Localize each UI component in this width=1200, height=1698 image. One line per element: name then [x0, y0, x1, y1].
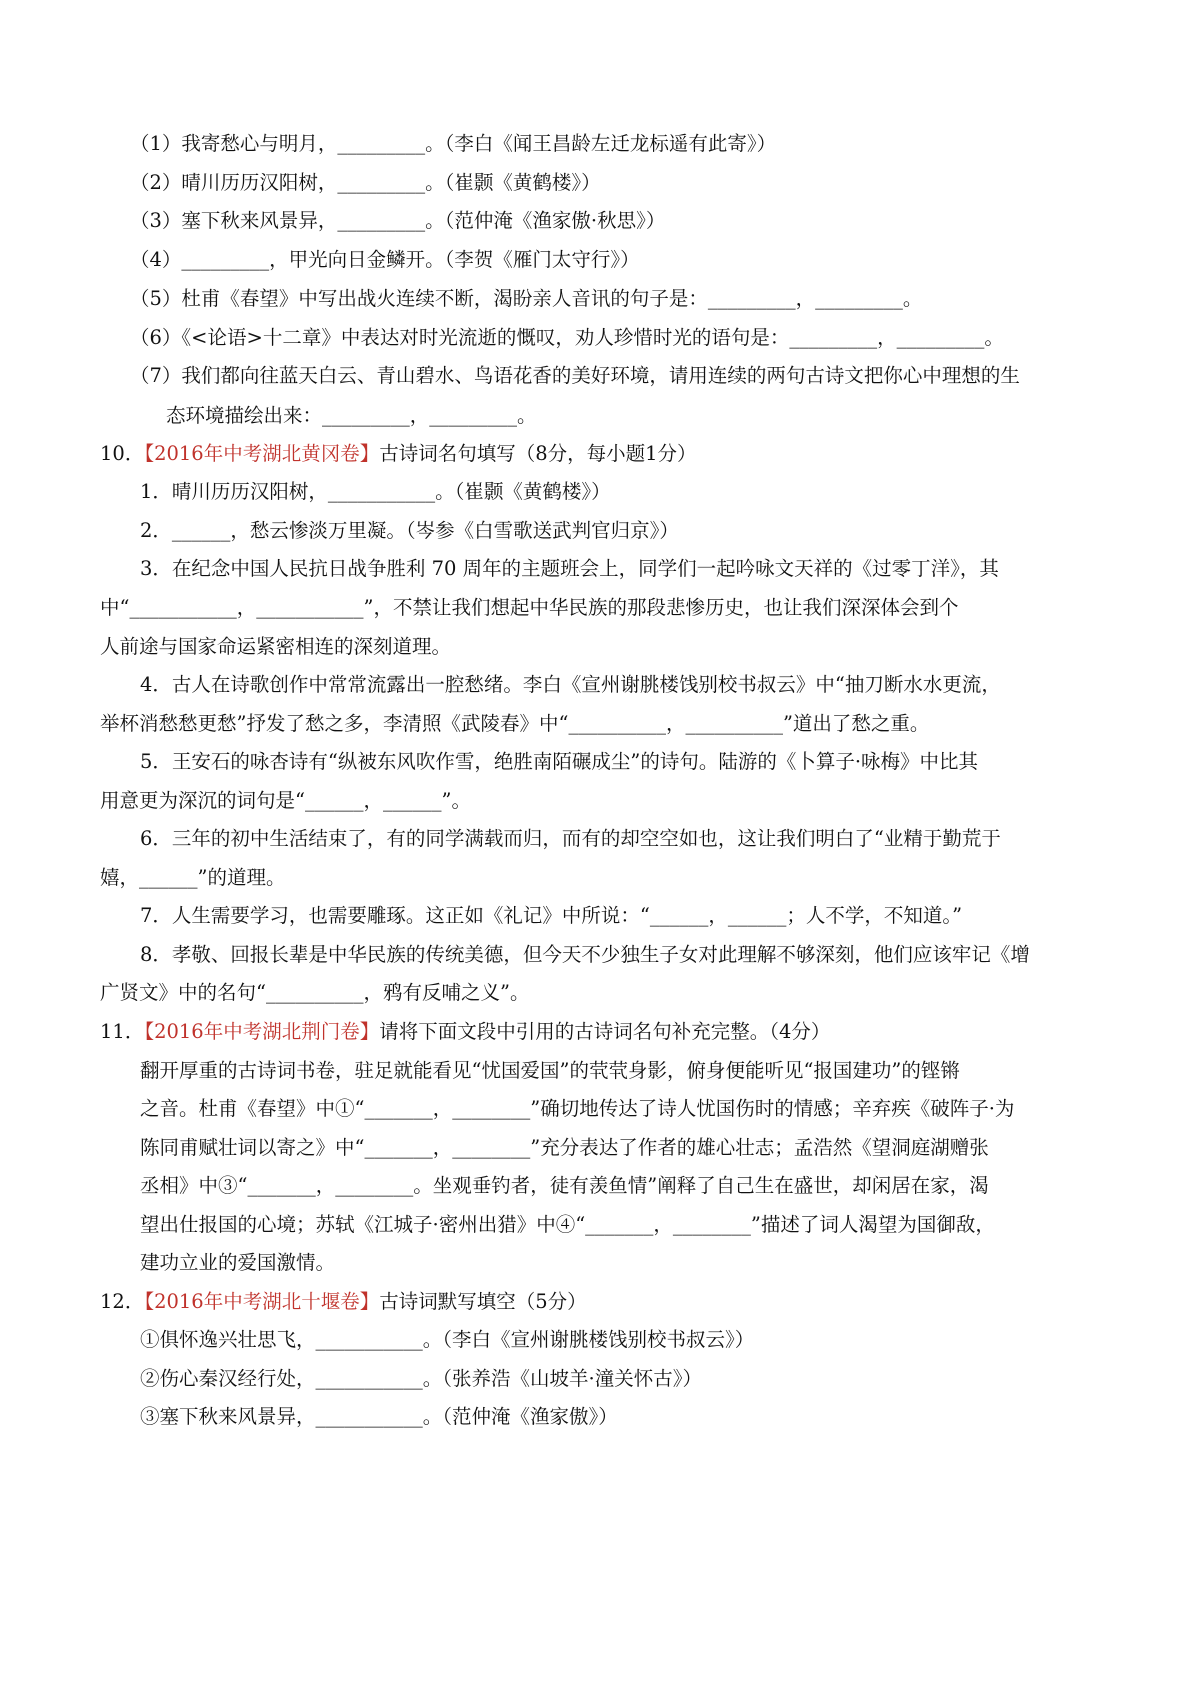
q11-line: 陈同甫赋壮词以寄之》中“_______，________”充分表达了作者的雄心壮志；孟浩然《望洞庭湖赠张: [140, 1136, 989, 1159]
exam-source: 【2016年中考湖北黄冈卷】: [144, 442, 380, 465]
exam-source: 【2016年中考湖北十堰卷】: [144, 1290, 380, 1313]
q9-item-7: （7）我们都向往蓝天白云、青山碧水、鸟语花香的美好环境，请用连续的两句古诗文把你心中理想的生: [130, 364, 1020, 387]
q9-item-7-cont: 态环境描绘出来：_________，_________。: [166, 404, 537, 427]
q10-item-5-cont: 用意更为深沉的词句是“______，______”。: [100, 789, 471, 812]
q12-item-1: ①俱怀逸兴壮思飞，___________。（李白《宣州谢朓楼饯别校书叔云》）: [140, 1328, 755, 1351]
q11-line: 翻开厚重的古诗词书卷，驻足就能看见“忧国爱国”的茕茕身影，俯身便能听见“报国建功”的铿锵: [140, 1059, 960, 1082]
q9-item-5: （5）杜甫《春望》中写出战火连续不断，渴盼亲人音讯的句子是：_________，_________。: [130, 287, 923, 310]
q10-item-4-cont: 举杯消愁愁更愁”抒发了愁之多，李清照《武陵春》中“__________，__________”道出了愁之重。: [100, 712, 930, 735]
q9-item-3: （3）塞下秋来风景异，_________。（范仲淹《渔家傲·秋思》）: [130, 209, 666, 232]
q10-item-7: 7．人生需要学习，也需要雕琢。这正如《礼记》中所说：“______，______；人不学，不知道。”: [140, 904, 963, 927]
q10-item-6: 6．三年的初中生活结束了，有的同学满载而归，而有的却空空如也，这让我们明白了“业精于勤荒于: [140, 827, 1001, 850]
q10-item-6-cont: 嬉，______”的道理。: [100, 866, 286, 889]
question-title: 古诗词名句填写（8分，每小题1分）: [379, 442, 697, 465]
q10-item-8: 8．孝敬、回报长辈是中华民族的传统美德，但今天不少独生子女对此理解不够深刻，他们应该牢记《增: [140, 943, 1030, 966]
question-number: 11．: [100, 1020, 145, 1043]
q9-item-2: （2）晴川历历汉阳树，_________。（崔颢《黄鹤楼》）: [130, 171, 601, 194]
question-number: 10．: [100, 442, 145, 465]
q10-item-8-cont: 广贤文》中的名句“__________，鸦有反哺之义”。: [100, 981, 530, 1004]
q9-item-6: （6）《<论语>十二章》中表达对时光流逝的慨叹，劝人珍惜时光的语句是：_________，_________。: [130, 326, 1004, 349]
q10-heading: [100, 434, 697, 475]
q10-item-5: 5．王安石的咏杏诗有“纵被东风吹作雪，绝胜南陌碾成尘”的诗句。陆游的《卜算子·咏梅》中比其: [140, 750, 979, 773]
question-number: 12．: [100, 1290, 145, 1313]
q11-line: 望出仕报国的心境；苏轼《江城子·密州出猎》中④“_______，________”描述了词人渴望为国御敌，: [140, 1213, 995, 1236]
q10-item-4: 4．古人在诗歌创作中常常流露出一腔愁绪。李白《宣州谢朓楼饯别校书叔云》中“抽刀断水水更流，: [140, 673, 1001, 696]
q10-item-3: 3．在纪念中国人民抗日战争胜利 70 周年的主题班会上，同学们一起吟咏文天祥的《过零丁洋》，其: [140, 557, 999, 580]
q9-item-4: （4）_________，甲光向日金鳞开。（李贺《雁门太守行》）: [130, 248, 640, 271]
question-title: 请将下面文段中引用的古诗词名句补充完整。（4分）: [379, 1020, 831, 1043]
q10-item-1: 1．晴川历历汉阳树，___________。（崔颢《黄鹤楼》）: [140, 480, 611, 503]
q11-heading: [100, 1012, 830, 1053]
q12-item-3: ③塞下秋来风景异，___________。（范仲淹《渔家傲》）: [140, 1405, 618, 1428]
exam-source: 【2016年中考湖北荆门卷】: [144, 1020, 380, 1043]
q11-line: 丞相》中③“_______，________。坐观垂钓者，徒有羡鱼情”阐释了自己生在盛世，却闲居在家，渴: [140, 1174, 989, 1197]
question-title: 古诗词默写填空（5分）: [379, 1290, 587, 1313]
q12-heading: [100, 1282, 587, 1323]
q12-item-2: ②伤心秦汉经行处，___________。（张养浩《山坡羊·潼关怀古》）: [140, 1367, 702, 1390]
q10-item-3-cont: 人前途与国家命运紧密相连的深刻道理。: [100, 635, 452, 658]
q10-item-2: 2．______，愁云惨淡万里凝。（岑参《白雪歌送武判官归京》）: [140, 519, 679, 542]
q11-line: 之音。杜甫《春望》中①“_______，________”确切地传达了诗人忧国伤时的情感；辛弃疾《破阵子·为: [140, 1097, 1015, 1120]
q9-item-1: （1）我寄愁心与明月，_________。（李白《闻王昌龄左迁龙标遥有此寄》）: [130, 132, 777, 155]
q11-line: 建功立业的爱国激情。: [140, 1251, 336, 1274]
q10-item-3-cont: 中“___________，___________”，不禁让我们想起中华民族的那段悲惨历史，也让我们深深体会到个: [100, 596, 959, 619]
